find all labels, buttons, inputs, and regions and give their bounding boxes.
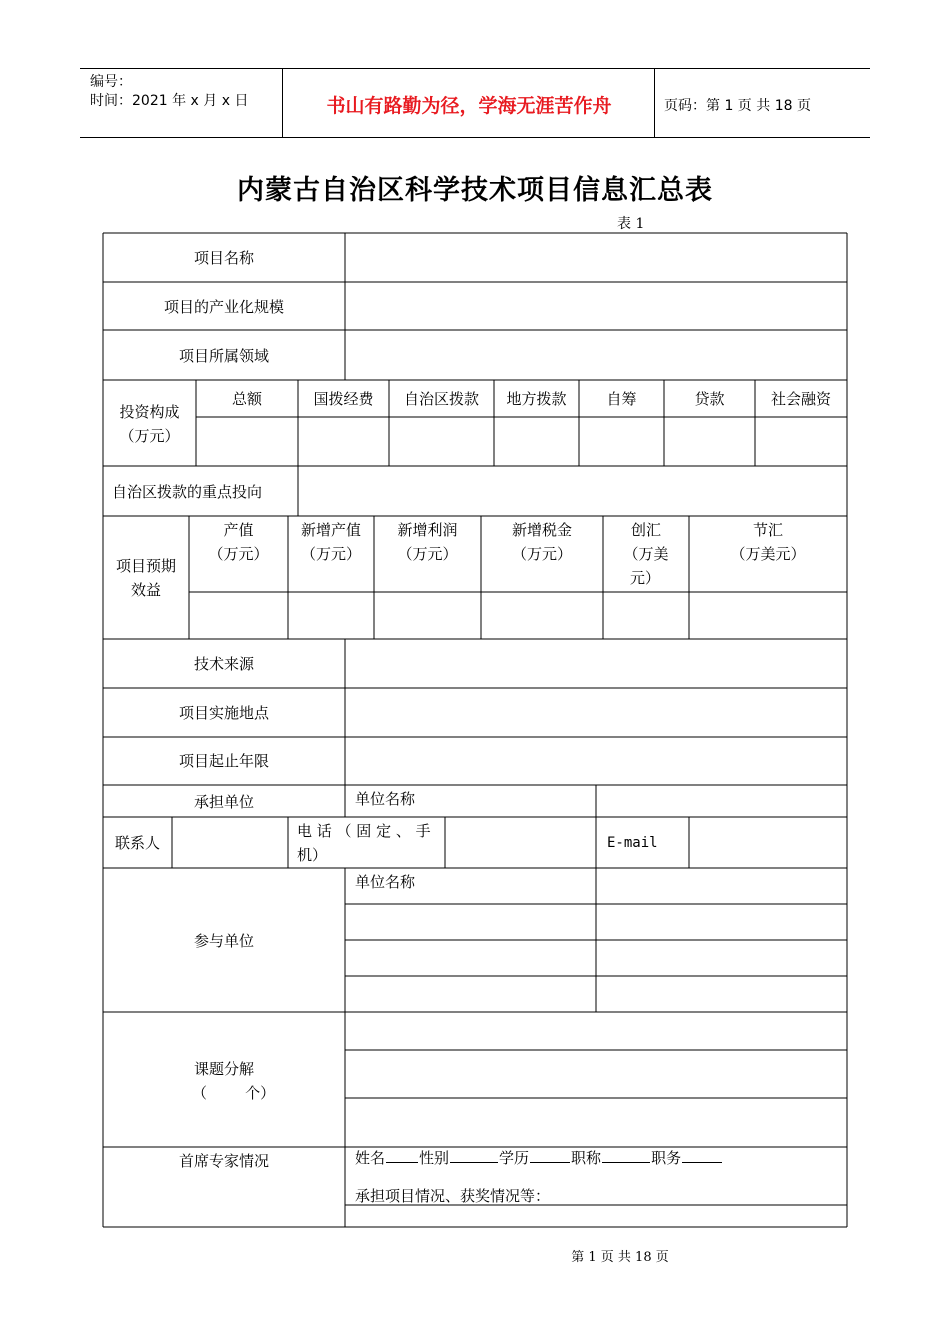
- input-industrial-scale[interactable]: [346, 283, 846, 329]
- benefit-col-new-profit-unit: （万元）: [397, 545, 458, 563]
- input-funding-focus[interactable]: [299, 467, 846, 515]
- expert-position-blank[interactable]: [682, 1147, 722, 1163]
- input-participant-2[interactable]: [346, 905, 595, 939]
- label-tech-source: 技术来源: [193, 655, 254, 673]
- label-email: E-mail: [607, 835, 658, 851]
- expert-fields-line: [355, 1146, 723, 1170]
- expert-gender-blank[interactable]: [450, 1147, 498, 1163]
- label-industrial-scale: 项目的产业化规模: [163, 298, 284, 316]
- label-participants: 参与单位: [193, 932, 254, 950]
- investment-col-national: 国拨经费: [313, 390, 374, 408]
- label-unit-name: 单位名称: [355, 790, 416, 808]
- label-project-name: 项目名称: [193, 249, 254, 267]
- expert-gender-label: 性别: [419, 1149, 450, 1167]
- label-location: 项目实施地点: [178, 704, 269, 722]
- benefit-col-output-unit: （万元）: [208, 545, 269, 563]
- input-contact[interactable]: [173, 818, 287, 867]
- benefit-col-new-tax-unit: （万元）: [511, 545, 572, 563]
- input-subtopic-2[interactable]: [346, 1051, 846, 1097]
- expert-position-label: 职务: [651, 1149, 682, 1167]
- label-project-field: 项目所属领域: [178, 347, 269, 365]
- benefit-col-forex-earned-unit: （万美: [623, 545, 669, 563]
- input-period[interactable]: [346, 738, 846, 784]
- benefit-col-new-profit: 新增利润: [397, 521, 458, 539]
- label-subtopics-count: （ 个）: [192, 1084, 276, 1102]
- input-project-name[interactable]: [346, 234, 846, 281]
- benefit-col-output: 产值: [223, 521, 254, 539]
- benefit-col-new-tax: 新增税金: [511, 521, 572, 539]
- expert-name-blank[interactable]: [386, 1147, 418, 1163]
- benefit-col-forex-earned: 创汇: [630, 521, 661, 539]
- expert-title-blank[interactable]: [602, 1147, 650, 1163]
- investment-col-self: 自筹: [606, 390, 637, 408]
- input-project-field[interactable]: [346, 331, 846, 379]
- label-contact: 联系人: [114, 834, 160, 852]
- document-title: 内蒙古自治区科学技术项目信息汇总表: [237, 175, 713, 206]
- investment-col-loan: 贷款: [694, 390, 725, 408]
- investment-col-social: 社会融资: [770, 390, 831, 408]
- input-participant-3[interactable]: [346, 941, 595, 975]
- expert-name-label: 姓名: [355, 1149, 386, 1167]
- input-phone[interactable]: [446, 818, 595, 867]
- label-benefit: 项目预期: [115, 557, 176, 575]
- label-benefit-2: 效益: [130, 581, 161, 599]
- expert-note: 承担项目情况、获奖情况等：: [355, 1187, 551, 1205]
- document-number-label: 编号：: [90, 74, 132, 90]
- input-expert-details[interactable]: [346, 1206, 846, 1226]
- page-footer: 第 1 页 共 18 页: [571, 1250, 669, 1265]
- label-funding-focus: 自治区拨款的重点投向: [112, 483, 263, 501]
- expert-title-label: 职称: [571, 1149, 602, 1167]
- label-phone: 电 话 （ 固 定 、 手: [297, 822, 431, 840]
- benefit-col-forex-earned-unit-2: 元）: [630, 569, 661, 587]
- expert-education-label: 学历: [499, 1149, 530, 1167]
- benefit-col-forex-saved-unit: （万美元）: [730, 545, 806, 563]
- label-phone-2: 机）: [297, 846, 328, 864]
- label-participant-unit-name: 单位名称: [355, 873, 416, 891]
- investment-col-region: 自治区拨款: [403, 390, 479, 408]
- input-location[interactable]: [346, 689, 846, 736]
- table-number: 表 1: [617, 216, 645, 232]
- investment-col-local: 地方拨款: [506, 390, 567, 408]
- label-period: 项目起止年限: [178, 752, 269, 770]
- header-motto: 书山有路勤为径，学海无涯苦作舟: [326, 95, 612, 117]
- input-email[interactable]: [690, 818, 846, 867]
- input-participant-1[interactable]: [597, 869, 846, 903]
- label-investment-unit: （万元）: [119, 427, 180, 445]
- input-tech-source[interactable]: [346, 640, 846, 687]
- benefit-col-forex-saved: 节汇: [752, 521, 783, 539]
- label-investment: 投资构成: [119, 403, 180, 421]
- label-undertaker: 承担单位: [193, 793, 254, 811]
- benefit-col-new-output-unit: （万元）: [300, 545, 361, 563]
- input-undertaker-name[interactable]: [597, 786, 846, 816]
- label-expert: 首席专家情况: [178, 1152, 269, 1170]
- expert-education-blank[interactable]: [530, 1147, 570, 1163]
- input-participant-4[interactable]: [346, 977, 595, 1011]
- header-page-info: 页码：第 1 页 共 18 页: [664, 98, 811, 114]
- label-subtopics: 课题分解: [193, 1060, 254, 1078]
- document-date: 时间：2021 年 x 月 x 日: [90, 93, 249, 109]
- input-subtopic-1[interactable]: [346, 1013, 846, 1049]
- benefit-col-new-output: 新增产值: [300, 521, 361, 539]
- input-subtopic-3[interactable]: [346, 1099, 846, 1146]
- investment-col-total: 总额: [231, 390, 262, 408]
